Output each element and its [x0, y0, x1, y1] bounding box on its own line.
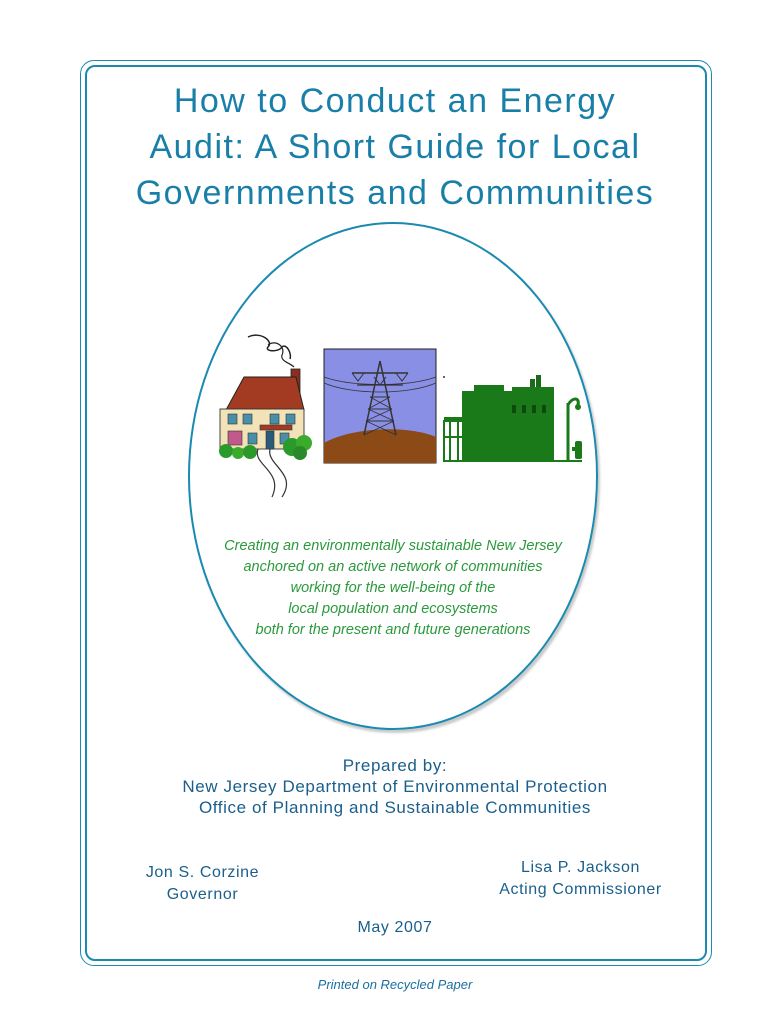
tagline-line-3: working for the well-being of the — [290, 580, 496, 596]
publication-date: May 2007 — [357, 919, 433, 936]
signer-commissioner — [478, 857, 683, 901]
title-line-2: Audit: A Short Guide for Local — [149, 128, 641, 166]
tagline-line-1: Creating an environmentally sustainable New Jersey — [224, 538, 562, 554]
signer-role: Governor — [166, 886, 239, 903]
title-line-3: Governments and Communities — [135, 174, 655, 212]
house-icon — [219, 335, 312, 497]
office-name: Office of Planning and Sustainable Communities — [198, 798, 592, 817]
recycled-paper-note: Printed on Recycled Paper — [317, 977, 473, 992]
power-tower-icon — [324, 349, 445, 463]
signer-governor — [130, 862, 275, 906]
signer-role: Acting Commissioner — [499, 881, 662, 898]
mission-statement — [190, 536, 596, 641]
factory-icon — [444, 375, 582, 461]
signer-name: Jon S. Corzine — [145, 864, 260, 881]
tagline-line-5: both for the present and future generations — [255, 622, 531, 638]
tagline-line-2: anchored on an active network of communities — [243, 559, 543, 575]
prepared-by-block — [90, 755, 700, 818]
document-title — [90, 78, 700, 216]
title-line-1: How to Conduct an Energy — [173, 82, 617, 120]
prepared-by-label: Prepared by: — [342, 756, 448, 775]
signer-name: Lisa P. Jackson — [521, 859, 640, 876]
tagline-line-4: local population and ecosystems — [288, 601, 498, 617]
clipart-row — [212, 325, 582, 500]
department-name: New Jersey Department of Environmental Protection — [182, 777, 608, 796]
